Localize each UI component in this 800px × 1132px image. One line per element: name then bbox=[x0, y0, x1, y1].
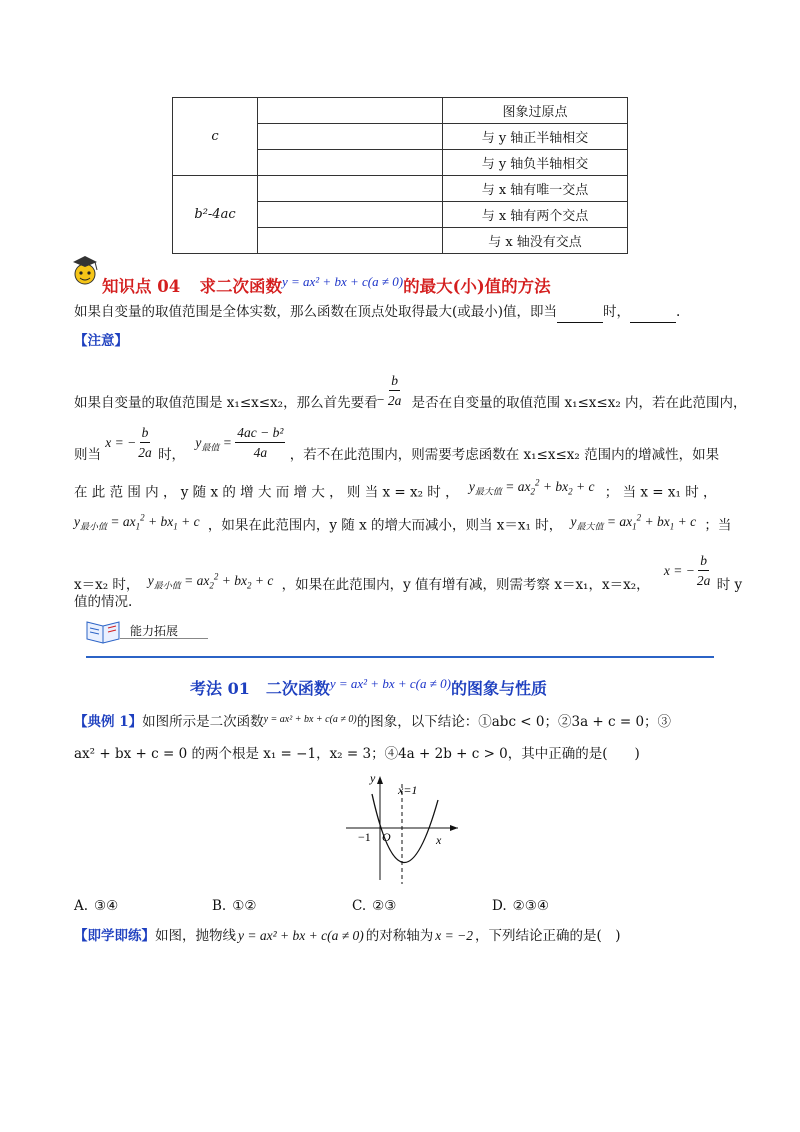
option-a[interactable]: A. ③④ bbox=[74, 898, 119, 914]
note-line-3: 在 此 范 围 内 ， y 随 x 的 增 大 而 增 大 ， 则 当 x = x₂ 时 ， $y_{最大值} = ax_2^2 + bx_2 + c$ ； 当 x = x₁ 时 ， bbox=[74, 477, 717, 501]
book-icon bbox=[84, 616, 124, 646]
graph-neg1-label: −1 bbox=[358, 830, 371, 844]
note-line-6: 值的情况. bbox=[74, 594, 133, 610]
table-cell: 与 y 轴正半轴相交 bbox=[443, 124, 628, 150]
note-line-1: 如果自变量的取值范围是 x₁≤x≤x₂，那么首先要看 − b 2a 是否在自变量的取值范围 x₁≤x≤x₂ 内，若在此范围内， bbox=[74, 373, 747, 411]
student-mascot-icon bbox=[68, 252, 102, 288]
note-line-4: $y_{最小值} = ax_1^2 + bx_1 + c$ ，如果在此范围内，y 随 x 的增大而减小，则当 x＝x₁ 时， $y_{最大值} = ax_1^2 + bx_1 + c$ ；当 bbox=[74, 512, 732, 534]
table-cell: 与 x 轴没有交点 bbox=[443, 228, 628, 254]
section-divider bbox=[86, 656, 714, 658]
table-cell: 与 y 轴负半轴相交 bbox=[443, 150, 628, 176]
example1-line-1: 【典例 1】如图所示是二次函数$^{y = ax^2 + bx + c(a \ne 0)}$的图象，以下结论：①abc < 0；②3a + c = 0；③ bbox=[74, 714, 672, 730]
option-b[interactable]: B. ①② bbox=[212, 898, 257, 914]
answer-blank bbox=[630, 302, 676, 323]
table-cell: 图象过原点 bbox=[443, 98, 628, 124]
kp04-formula: y = ax² + bx + c(a ≠ 0) bbox=[281, 274, 404, 289]
section-label-underline bbox=[120, 638, 208, 639]
method01-title: 考法 01 二次函数$^{y = ax^2 + bx + c(a \ne 0)}$的图象与性质 bbox=[190, 676, 547, 698]
table-cell: 与 x 轴有唯一交点 bbox=[443, 176, 628, 202]
option-c[interactable]: C. ②③ bbox=[352, 898, 397, 914]
note-line-2: 则当 x = − $\frac{b}{2a}$ 时， $y_{最值}$ = $\frac{\text{4ac − b²}}{4a}$ ，若不在此范围内，则需要考虑函数在 x₁≤x≤x₂ 范围内的增减性，如果 bbox=[74, 425, 720, 463]
note-label: 【注意】 bbox=[74, 333, 128, 349]
kp04-heading: 知识点 04 求二次函数$^{y = ax^2 + bx + c(a \ne 0)}$的最大(小)值的方法 bbox=[102, 274, 551, 296]
row-c-label: c bbox=[173, 98, 258, 176]
table-cell: 与 x 轴有两个交点 bbox=[443, 202, 628, 228]
row-b-label: b²-4ac bbox=[173, 176, 258, 254]
option-d[interactable]: D. ②③④ bbox=[492, 898, 549, 914]
neg-b-over-2a: − b 2a bbox=[375, 373, 402, 408]
graph-x-label: x bbox=[436, 833, 442, 847]
graph-y-label: y bbox=[370, 771, 376, 785]
practice-line: 【即学即练】如图，抛物线 y = ax² + bx + c(a ≠ 0) 的对称轴为 x = −2 ，下列结论正确的是( ) bbox=[74, 928, 621, 944]
note-line-5: x＝x₂ 时， $y_{最小值} = ax_2^2 + bx_2 + c$ ，如果在此范围内，y 值有增有减，则需考察 x＝x₁，x＝x₂， x = − $\frac{b}{2a}$ 时 y bbox=[74, 553, 743, 593]
section-label: 能力拓展 bbox=[130, 624, 179, 638]
answer-blank bbox=[557, 302, 603, 323]
intro-paragraph: 如果自变量的取值范围是全体实数，那么函数在顶点处取得最大(或最小)值，即当 时， . bbox=[74, 302, 680, 323]
graph-origin-label: O bbox=[382, 830, 391, 844]
graph-axis-label: x=1 bbox=[398, 783, 418, 797]
property-table bbox=[172, 97, 628, 254]
example1-line-2: ax² + bx + c = 0 的两个根是 x₁ = −1，x₂ = 3；④4a + 2b + c > 0，其中正确的是( ) bbox=[74, 746, 640, 762]
parabola-graph bbox=[340, 770, 470, 886]
